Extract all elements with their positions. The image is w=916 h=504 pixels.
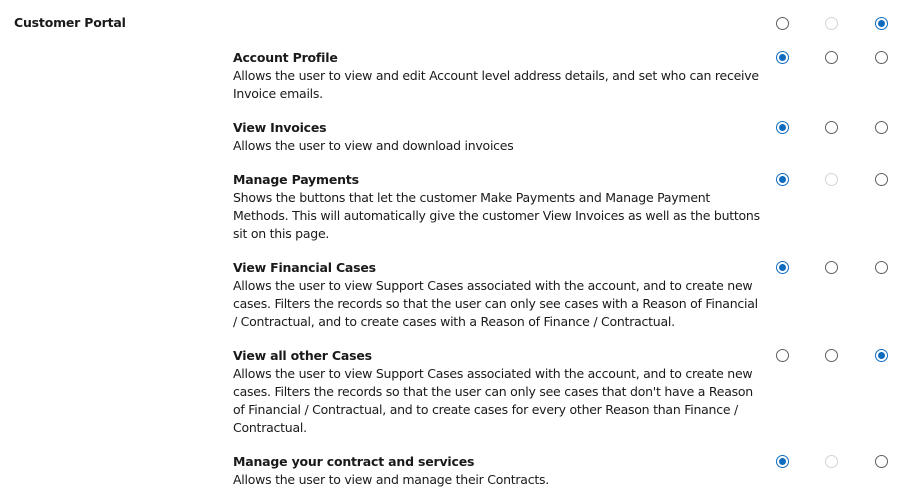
permission-description: Allows the user to view and manage their Contracts.: [233, 472, 549, 487]
permission-title: Account Profile: [233, 50, 338, 65]
account-profile-radio-2[interactable]: [825, 51, 838, 64]
view-financial-cases-radio-2[interactable]: [825, 261, 838, 274]
account-profile-radio-1[interactable]: [776, 51, 789, 64]
permission-description: Allows the user to view Support Cases associated with the account, and to create new cases. Filters the records so that the user can only see cases that don't have a Reason of Financial / Contractual, and to create cases for every other Reason than Finance / Contractual.: [233, 366, 753, 435]
manage-payments-radio-2: [825, 173, 838, 186]
account-profile-radio-3[interactable]: [875, 51, 888, 64]
permission-view-financial-cases: [233, 259, 763, 331]
view-financial-cases-radio-1[interactable]: [776, 261, 789, 274]
view-financial-cases-radio-3[interactable]: [875, 261, 888, 274]
manage-contract-radio-2: [825, 455, 838, 468]
permission-title: Manage your contract and services: [233, 454, 475, 469]
view-all-other-cases-radio-3[interactable]: [875, 349, 888, 362]
permission-account-profile: [233, 49, 763, 103]
manage-payments-radio-1[interactable]: [776, 173, 789, 186]
view-invoices-radio-2[interactable]: [825, 121, 838, 134]
section-radio-2: [825, 17, 838, 30]
view-invoices-radio-1[interactable]: [776, 121, 789, 134]
section-title: Customer Portal: [14, 15, 126, 30]
permission-description: Shows the buttons that let the customer Make Payments and Manage Payment Methods. This will automatically give the customer View Invoices as well as the buttons sit on this page.: [233, 190, 760, 241]
permission-description: Allows the user to view and edit Account level address details, and set who can receive Invoice emails.: [233, 68, 759, 101]
permission-description: Allows the user to view and download invoices: [233, 138, 514, 153]
permission-title: View all other Cases: [233, 348, 372, 363]
permission-view-all-other-cases: [233, 347, 763, 437]
manage-contract-radio-1[interactable]: [776, 455, 789, 468]
permission-title: View Financial Cases: [233, 260, 376, 275]
permission-manage-contract-services: [233, 453, 763, 489]
view-all-other-cases-radio-1[interactable]: [776, 349, 789, 362]
permission-view-invoices: [233, 119, 763, 155]
view-invoices-radio-3[interactable]: [875, 121, 888, 134]
view-all-other-cases-radio-2[interactable]: [825, 349, 838, 362]
section-radio-1[interactable]: [776, 17, 789, 30]
permission-title: View Invoices: [233, 120, 327, 135]
permission-title: Manage Payments: [233, 172, 359, 187]
section-radio-3[interactable]: [875, 17, 888, 30]
manage-payments-radio-3[interactable]: [875, 173, 888, 186]
manage-contract-radio-3[interactable]: [875, 455, 888, 468]
permission-manage-payments: [233, 171, 763, 243]
permission-description: Allows the user to view Support Cases associated with the account, and to create new cases. Filters the records so that the user can only see cases with a Reason of Financial / Contractual, and to create cases with a Reason of Finance / Contractual.: [233, 278, 758, 329]
